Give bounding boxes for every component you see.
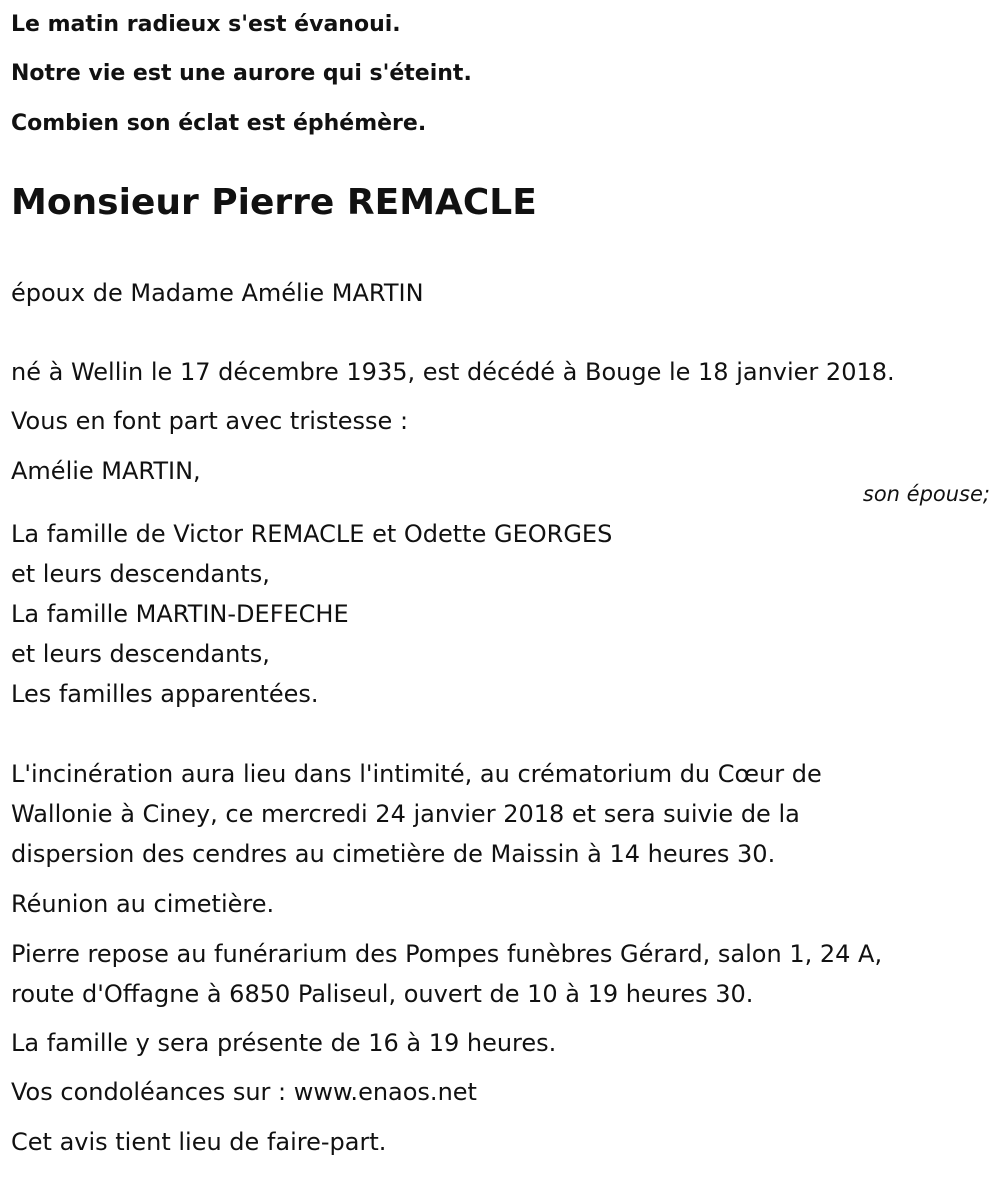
birth-death-line: né à Wellin le 17 décembre 1935, est décédé à Bouge le 18 janvier 2018. — [11, 358, 895, 386]
spouse-name: Amélie MARTIN, — [11, 457, 201, 485]
verse-line: Le matin radieux s'est évanoui. — [11, 12, 401, 37]
repose-line: route d'Offagne à 6850 Paliseul, ouvert de 10 à 19 heures 30. — [11, 980, 754, 1008]
announcement-line: Vous en font part avec tristesse : — [11, 407, 409, 435]
deceased-name: Monsieur Pierre REMACLE — [11, 182, 537, 223]
spouse-role: son épouse; — [862, 482, 990, 506]
family-member: et leurs descendants, — [11, 560, 270, 588]
closing-line: Cet avis tient lieu de faire-part. — [11, 1128, 387, 1156]
ceremony-line: Wallonie à Ciney, ce mercredi 24 janvier 2018 et sera suivie de la — [11, 800, 800, 828]
family-member: Les familles apparentées. — [11, 680, 319, 708]
family-member: La famille MARTIN-DEFECHE — [11, 600, 349, 628]
family-presence-line: La famille y sera présente de 16 à 19 heures. — [11, 1029, 557, 1057]
ceremony-line: dispersion des cendres au cimetière de Maissin à 14 heures 30. — [11, 840, 776, 868]
family-member: La famille de Victor REMACLE et Odette GEORGES — [11, 520, 613, 548]
verse-line: Combien son éclat est éphémère. — [11, 111, 427, 136]
condolences-line: Vos condoléances sur : www.enaos.net — [11, 1078, 477, 1106]
repose-line: Pierre repose au funérarium des Pompes funèbres Gérard, salon 1, 24 A, — [11, 940, 883, 968]
spouse-line: époux de Madame Amélie MARTIN — [11, 279, 424, 307]
verse-line: Notre vie est une aurore qui s'éteint. — [11, 61, 472, 86]
family-member: et leurs descendants, — [11, 640, 270, 668]
ceremony-line: L'incinération aura lieu dans l'intimité, au crématorium du Cœur de — [11, 760, 822, 788]
meeting-line: Réunion au cimetière. — [11, 890, 275, 918]
